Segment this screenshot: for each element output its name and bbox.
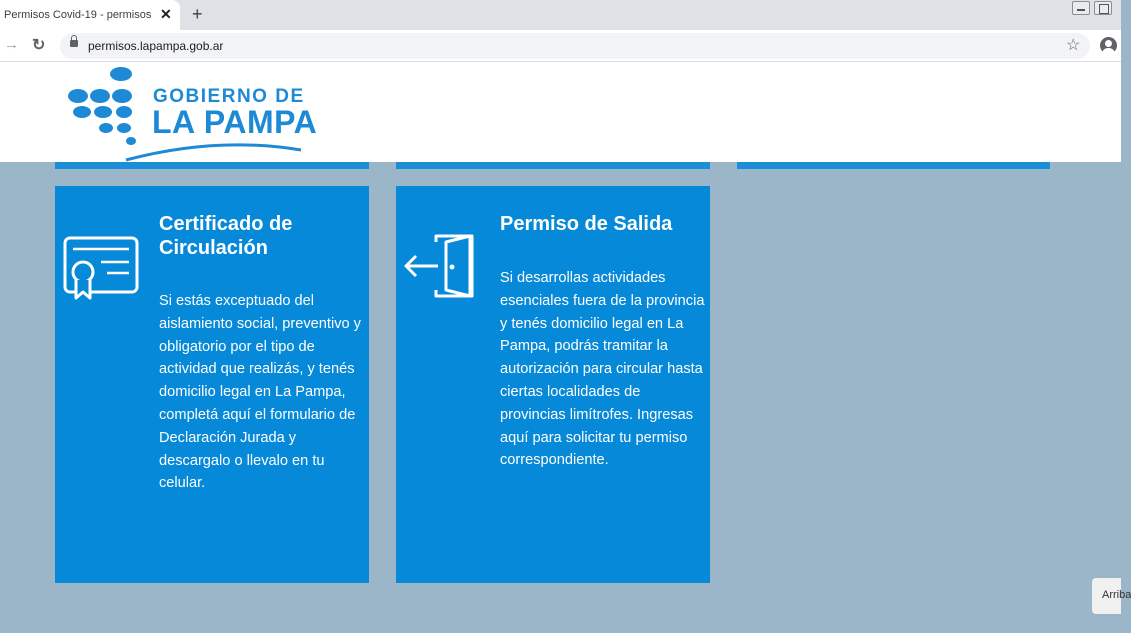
card-description: Si desarrollas actividades esenciales fuera de la provincia y tenés domicilio legal en La Pampa, podrás tramitar la autorización para circular hasta ciertas localidades de provincias limítrofes. Ingresas aquí para solicitar tu permiso correspondiente. bbox=[500, 270, 705, 469]
certificate-icon bbox=[61, 234, 141, 306]
card-title: Certificado de Circulación bbox=[159, 213, 293, 259]
bookmark-star-icon[interactable]: ☆ bbox=[1066, 37, 1081, 54]
profile-avatar-icon[interactable] bbox=[1100, 37, 1117, 54]
site-header bbox=[0, 62, 1121, 162]
card-title: Permiso de Salida bbox=[500, 213, 673, 235]
card-strip bbox=[55, 162, 369, 169]
lock-icon[interactable] bbox=[70, 40, 78, 47]
card-strip bbox=[396, 162, 710, 169]
address-bar[interactable] bbox=[60, 33, 1090, 59]
reload-icon[interactable]: ↻ bbox=[32, 37, 46, 54]
logo-text-gobierno: GOBIERNO DE bbox=[153, 86, 305, 107]
restore-window-button[interactable] bbox=[1094, 1, 1112, 15]
url-text[interactable]: permisos.lapampa.gob.ar bbox=[88, 39, 224, 53]
scroll-to-top-button[interactable]: Arriba bbox=[1092, 578, 1121, 614]
new-tab-button[interactable]: + bbox=[192, 4, 203, 24]
forward-arrow-icon[interactable]: → bbox=[4, 36, 19, 53]
card-strip bbox=[737, 162, 1050, 169]
logo-text-la-pampa: LA PAMPA bbox=[152, 104, 318, 140]
browser-tab-bar bbox=[0, 0, 1121, 30]
card-description: Si estás exceptuado del aislamiento social, preventivo y obligatorio por el tipo de actividad que realizás, y tenés domicilio legal en La Pampa, completá aquí el formulario de Declaración Jurada y descargalo o llevalo en tu celular. bbox=[159, 293, 361, 492]
exit-door-icon bbox=[402, 234, 482, 306]
permiso-salida-card[interactable] bbox=[396, 186, 710, 583]
gobierno-la-pampa-logo[interactable] bbox=[66, 64, 316, 162]
minimize-window-button[interactable] bbox=[1072, 1, 1090, 15]
browser-tab[interactable] bbox=[0, 0, 180, 30]
certificado-circulacion-card[interactable] bbox=[55, 186, 369, 583]
browser-toolbar bbox=[0, 30, 1121, 62]
tab-title: Permisos Covid-19 - permisos bbox=[4, 9, 152, 21]
close-icon[interactable]: ✕ bbox=[160, 6, 172, 22]
